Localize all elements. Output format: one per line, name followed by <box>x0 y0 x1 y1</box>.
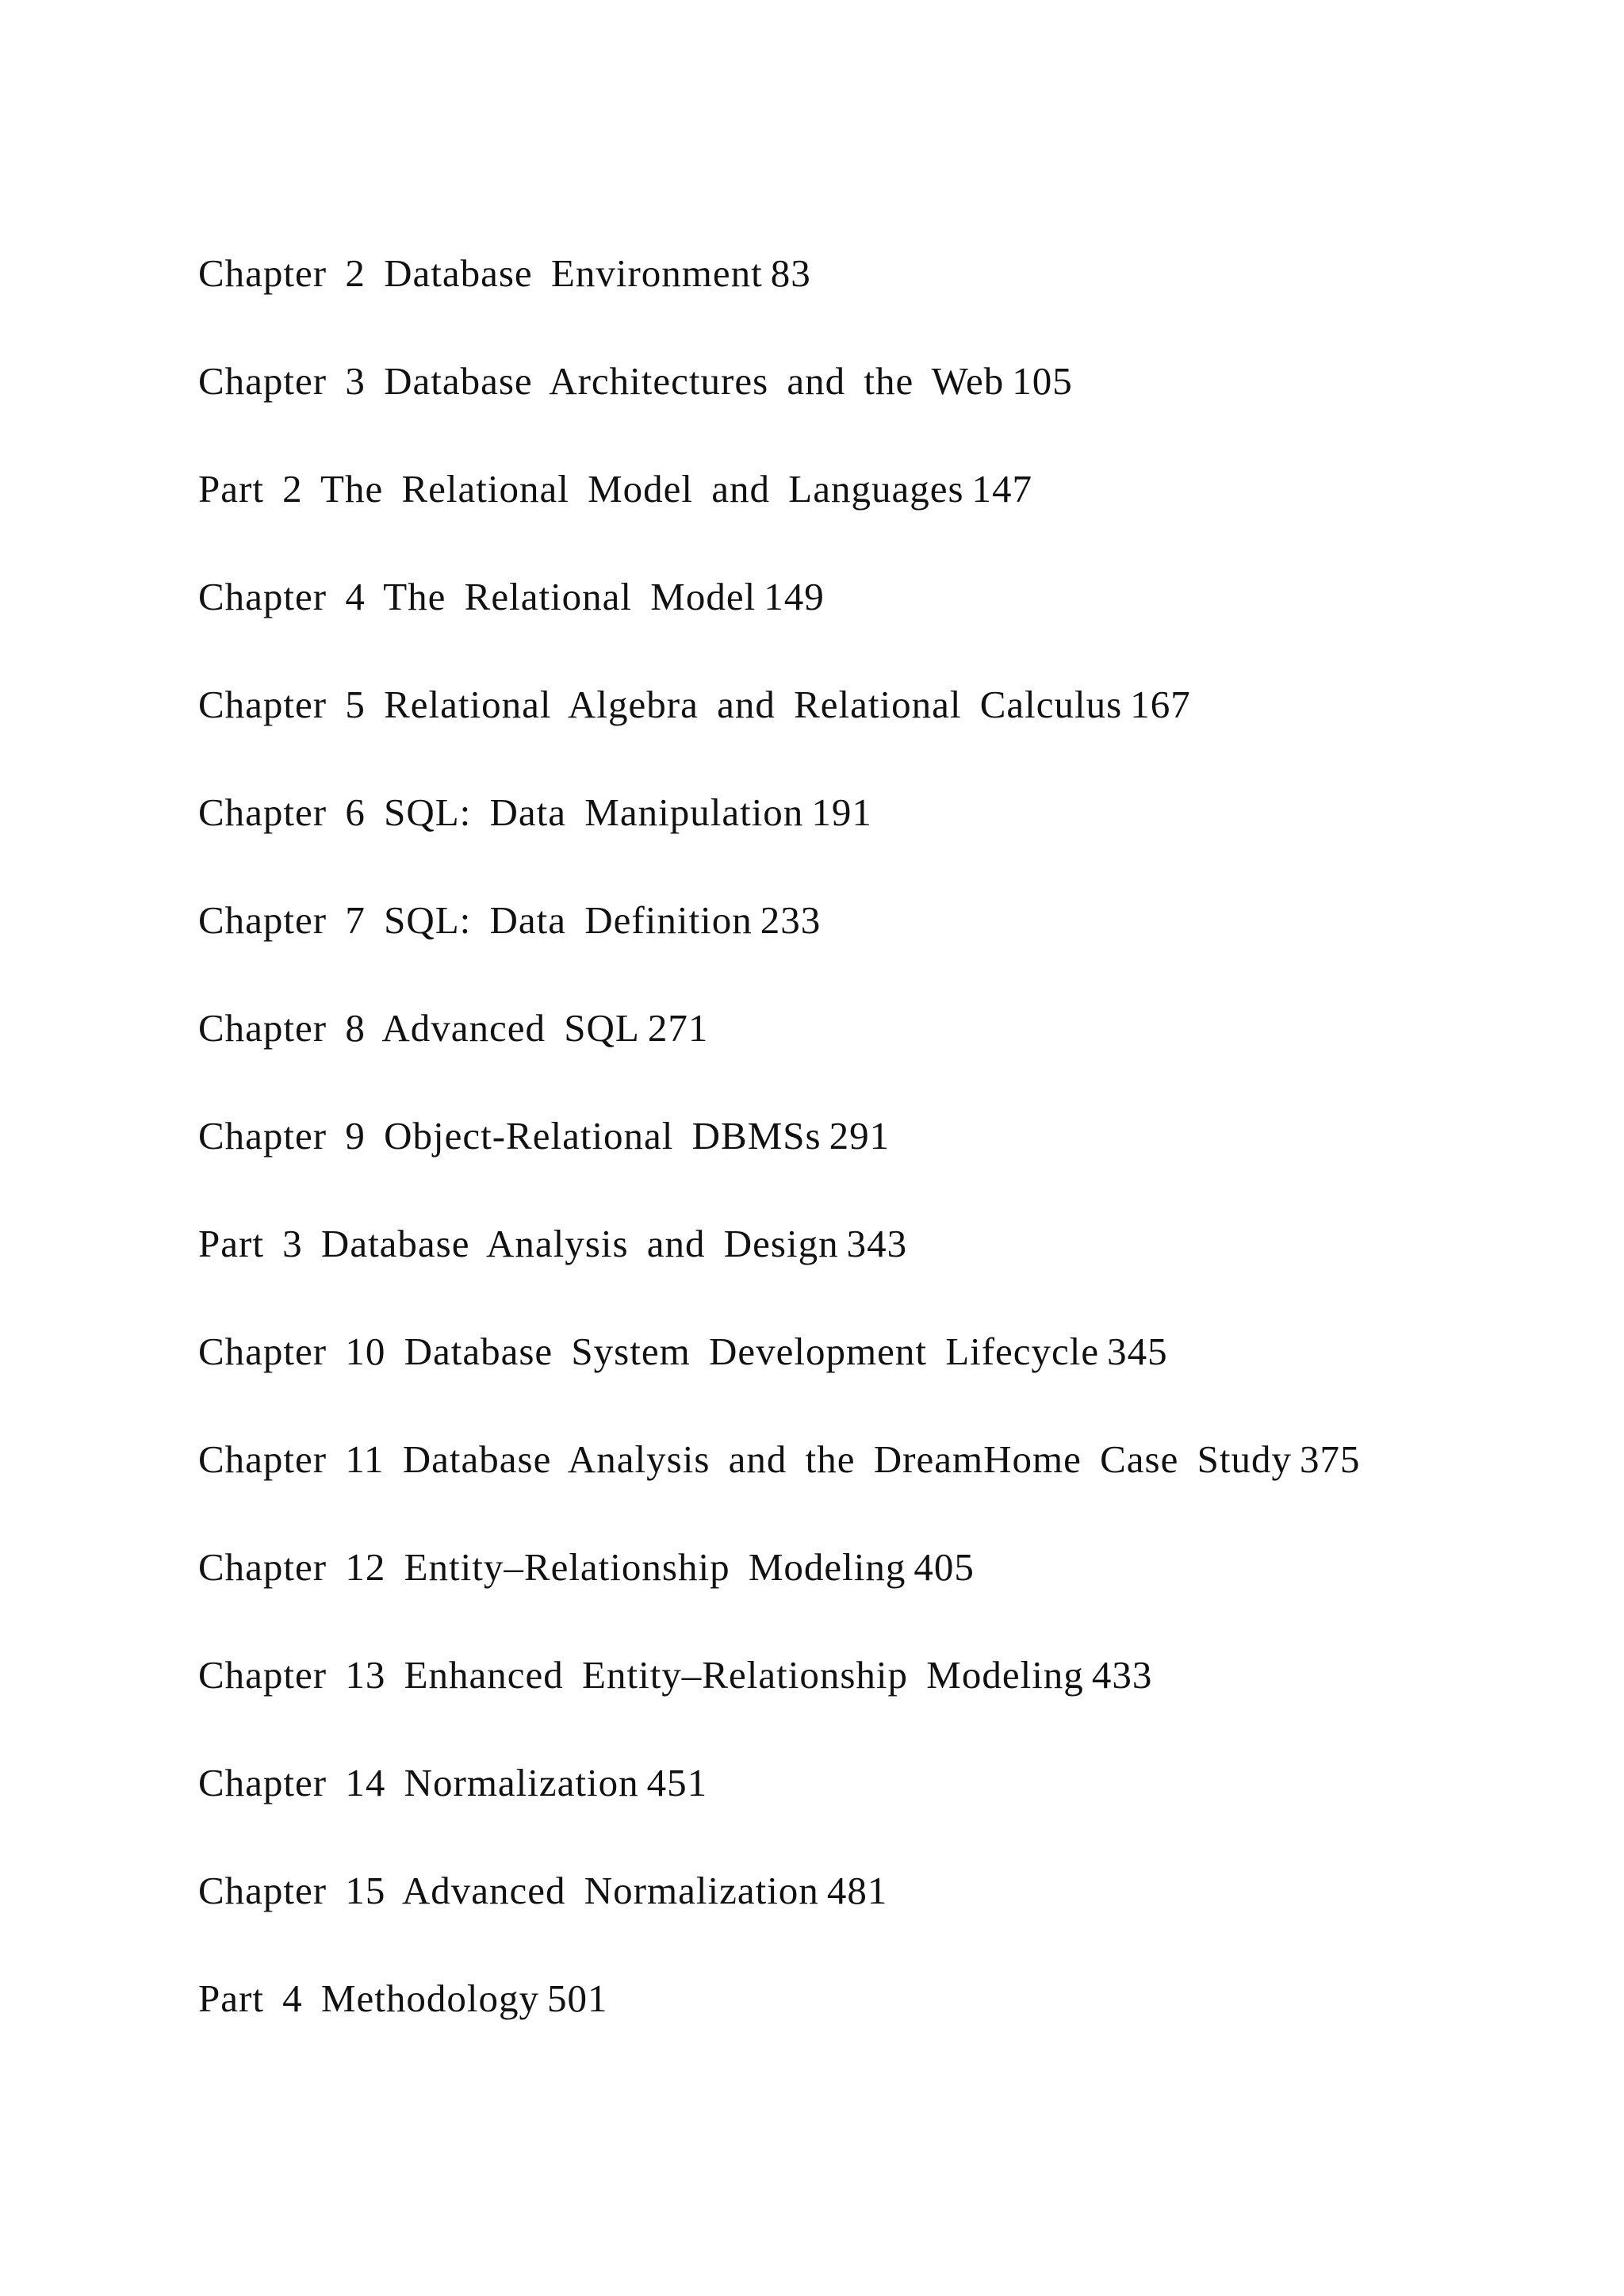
toc-entry-chapter-11 <box>198 1438 1435 1481</box>
table-of-contents <box>198 252 1435 2085</box>
toc-entry-part-4 <box>198 1977 1435 2020</box>
toc-entry-title: Chapter 13 Enhanced Entity–Relationship Modeling <box>198 1653 1084 1697</box>
toc-entry-page: 405 <box>914 1545 975 1589</box>
toc-entry-chapter-3 <box>198 360 1435 403</box>
toc-entry-title: Chapter 14 Normalization <box>198 1761 639 1804</box>
toc-entry-part-2 <box>198 468 1435 511</box>
toc-entry-title: Chapter 4 The Relational Model <box>198 575 756 618</box>
toc-entry-chapter-10 <box>198 1330 1435 1373</box>
toc-entry-page: 501 <box>546 1976 608 2020</box>
toc-entry-page: 191 <box>811 790 872 834</box>
toc-entry-page: 83 <box>770 251 811 295</box>
toc-entry-chapter-13 <box>198 1654 1435 1697</box>
toc-entry-page: 481 <box>826 1869 888 1912</box>
toc-entry-chapter-14 <box>198 1762 1435 1804</box>
toc-entry-page: 149 <box>764 575 825 618</box>
toc-entry-title: Part 2 The Relational Model and Languages <box>198 467 964 511</box>
toc-entry-title: Chapter 11 Database Analysis and the DreamHome Case Study <box>198 1437 1292 1481</box>
toc-entry-page: 451 <box>646 1761 708 1804</box>
toc-entry-title: Part 4 Methodology <box>198 1976 539 2020</box>
toc-entry-title: Chapter 6 SQL: Data Manipulation <box>198 790 804 834</box>
toc-entry-page: 167 <box>1130 683 1191 726</box>
toc-entry-page: 375 <box>1299 1437 1361 1481</box>
toc-entry-page: 433 <box>1091 1653 1153 1697</box>
toc-entry-title: Chapter 12 Entity–Relationship Modeling <box>198 1545 906 1589</box>
toc-entry-part-3 <box>198 1223 1435 1265</box>
toc-entry-page: 343 <box>846 1222 908 1265</box>
toc-entry-page: 233 <box>760 898 822 942</box>
toc-entry-title: Chapter 5 Relational Algebra and Relational Calculus <box>198 683 1123 726</box>
toc-entry-chapter-8 <box>198 1007 1435 1050</box>
toc-entry-title: Chapter 9 Object-Relational DBMSs <box>198 1114 822 1158</box>
toc-entry-page: 105 <box>1012 359 1073 403</box>
toc-entry-title: Chapter 8 Advanced SQL <box>198 1006 640 1050</box>
toc-entry-chapter-15 <box>198 1869 1435 1912</box>
toc-entry-page: 147 <box>971 467 1033 511</box>
toc-entry-page: 291 <box>829 1114 891 1158</box>
toc-entry-chapter-12 <box>198 1546 1435 1589</box>
toc-entry-title: Chapter 3 Database Architectures and the Web <box>198 359 1005 403</box>
toc-entry-title: Chapter 7 SQL: Data Definition <box>198 898 753 942</box>
toc-entry-title: Chapter 10 Database System Development Lifecycle <box>198 1330 1100 1373</box>
toc-entry-chapter-2 <box>198 252 1435 295</box>
toc-entry-chapter-6 <box>198 791 1435 834</box>
toc-entry-title: Chapter 2 Database Environment <box>198 251 763 295</box>
toc-entry-chapter-4 <box>198 576 1435 618</box>
toc-entry-page: 271 <box>647 1006 709 1050</box>
toc-entry-chapter-9 <box>198 1115 1435 1158</box>
toc-entry-title: Chapter 15 Advanced Normalization <box>198 1869 819 1912</box>
toc-entry-chapter-5 <box>198 683 1435 726</box>
toc-entry-page: 345 <box>1107 1330 1168 1373</box>
toc-entry-title: Part 3 Database Analysis and Design <box>198 1222 839 1265</box>
toc-entry-chapter-7 <box>198 899 1435 942</box>
